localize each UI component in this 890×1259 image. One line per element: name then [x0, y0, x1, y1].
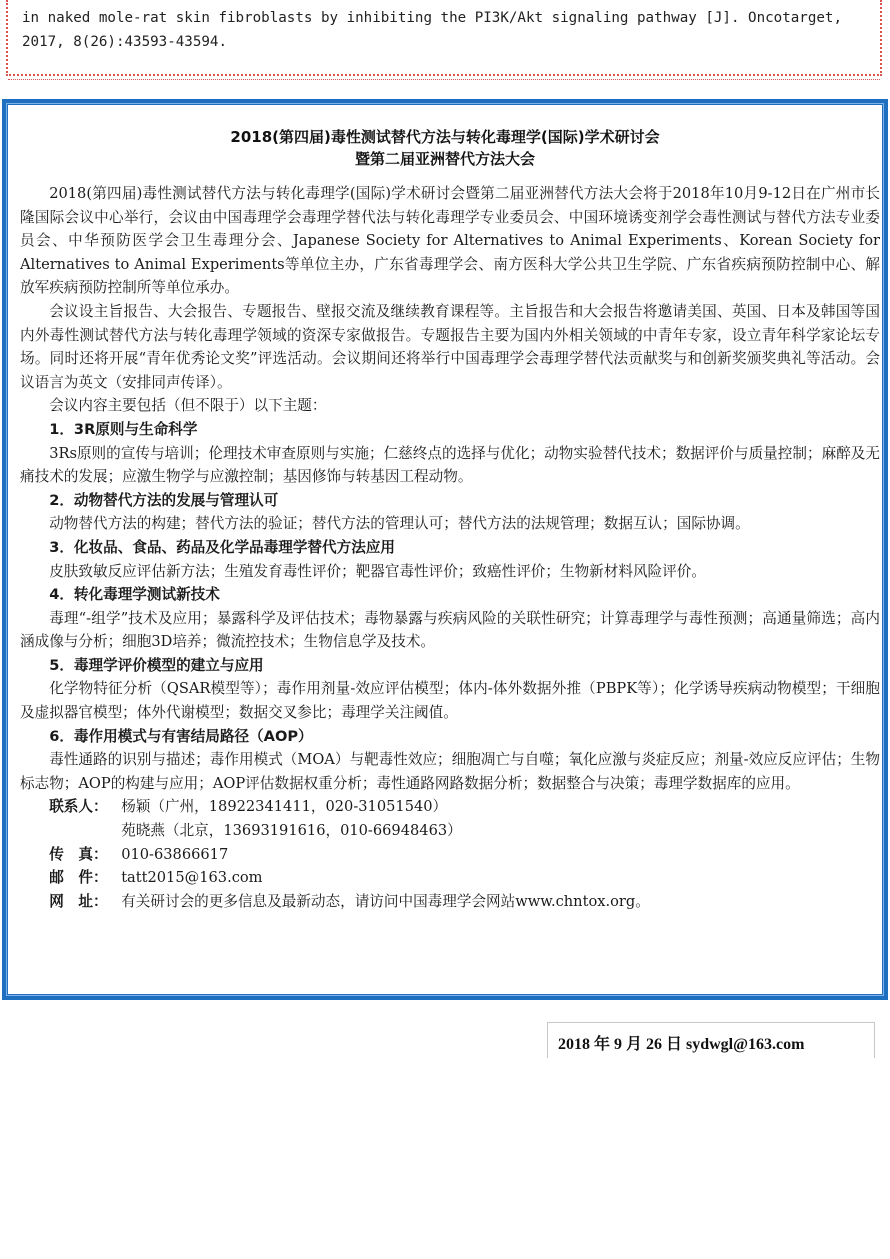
topic-title: 1．3R原则与生命科学 — [49, 420, 198, 438]
topic-title: 5．毒理学评价模型的建立与应用 — [49, 656, 264, 674]
topic-body: 毒理“-组学”技术及应用；暴露科学及评估技术；毒物暴露与疾病风险的关联性研究；计算毒理学与毒性预测；高通量筛选；高内涵成像与分析；细胞3D培养；微流控技术；生物信息学及技术。 — [20, 609, 880, 651]
topic-body: 毒性通路的识别与描述；毒作用模式（MOA）与靶毒性效应；细胞凋亡与自噬；氧化应激与炎症反应；剂量-效应反应评估；生物标志物；AOP的构建与应用；AOP评估数据权重分析；毒性通路网路数据分析；数据整合与决策；毒理学数据库的应用。 — [20, 751, 880, 792]
fax-label: 传 真： — [49, 845, 108, 863]
website-label: 网 址： — [49, 892, 108, 910]
fax-number: 010-63866617 — [121, 845, 229, 863]
contact-row — [20, 795, 880, 819]
website-row — [20, 890, 880, 914]
contact-person-2: 苑晓燕（北京，13693191616，010-66948463） — [121, 822, 462, 840]
topic-title: 2．动物替代方法的发展与管理认可 — [49, 491, 279, 509]
topic-body: 皮肤致敏反应评估新方法；生殖发育毒性评价；靶器官毒性评价；致癌性评价；生物新材料风险评价。 — [49, 562, 706, 580]
reference-text — [22, 6, 882, 54]
topic-title: 4．转化毒理学测试新技术 — [49, 586, 220, 604]
reference-line-2: 2017, 8(26):43593-43594. — [22, 34, 227, 50]
topic-body: 3Rs原则的宣传与培训；伦理技术审查原则与实施；仁慈终点的选择与优化；动物实验替代技术；数据评价与质量控制；麻醉及无痛技术的发展；应激生物学与应激控制；基因修饰与转基因工程动物。 — [20, 444, 880, 486]
topics-intro: 会议内容主要包括（但不限于）以下主题： — [49, 397, 327, 415]
contact-person-1: 杨颖（广州，18922341411，020-31051540） — [121, 798, 448, 816]
email-address: tatt2015@163.com — [121, 869, 263, 887]
topic-body: 化学物特征分析（QSAR模型等）；毒作用剂量-效应评估模型；体内-体外数据外推（PBPK等）；化学诱导疾病动物模型；干细胞及虚拟器官模型；体外代谢模型；数据交叉参比；毒理学关注阈值。 — [20, 680, 880, 722]
email-row — [20, 866, 880, 890]
topic-body: 动物替代方法的构建；替代方法的验证；替代方法的管理认可；替代方法的法规管理；数据互认；国际协调。 — [49, 515, 750, 533]
notice-title: 2018(第四届)毒性测试替代方法与转化毒理学(国际)学术研讨会 — [230, 128, 660, 146]
reports-paragraph: 会议设主旨报告、大会报告、专题报告、壁报交流及继续教育课程等。主旨报告和大会报告将邀请美国、英国、日本及韩国等国内外毒性测试替代方法与转化毒理学领域的资深专家做报告。专题报告主要为国内外相关领域的中青年专家，设立青年科学家论坛专场。同时还将开展“青年优秀论文奖”评选活动。会议期间还将举行中国毒理学会毒理学替代法贡献奖与和创新奖颁奖典礼等活动。会议语言为英文（安排同声传译）。 — [20, 302, 880, 391]
reference-line-1: in naked mole-rat skin fibroblasts by inhibiting the PI3K/Akt signaling pathway [J]. Oncotarget, — [22, 10, 842, 26]
notice-subtitle: 暨第二届亚洲替代方法大会 — [354, 150, 535, 168]
footer-date-box — [547, 1022, 875, 1058]
notice-body — [20, 182, 880, 913]
topic-title: 6．毒作用模式与有害结局路径（AOP） — [49, 727, 313, 745]
intro-paragraph: 2018(第四届)毒性测试替代方法与转化毒理学(国际)学术研讨会暨第二届亚洲替代方法大会将于2018年10月9-12日在广州市长隆国际会议中心举行，会议由中国毒理学会毒理学替代法与转化毒理学专业委员会、中国环境诱变剂学会毒性测试与替代方法专业委员会、中华预防医学会卫生毒理分会、Japanese Society for Alternatives to Animal Experiments、Korean Society for Alternatives to Animal Experiments等单位主办，广东省毒理学会、南方医科大学公共卫生学院、广东省疾病预防控制中心、解放军疾病预防控制所等单位承办。 — [20, 185, 880, 297]
fax-row — [20, 843, 880, 867]
footer-date-email: 2018 年 9 月 26 日 sydwgl@163.com — [558, 1036, 805, 1053]
reference-box — [6, 0, 882, 76]
conference-notice — [2, 99, 888, 1000]
email-label: 邮 件： — [49, 869, 108, 887]
contact-label: 联系人： — [49, 798, 108, 816]
topic-title: 3．化妆品、食品、药品及化学品毒理学替代方法应用 — [49, 538, 396, 556]
website-text: 有关研讨会的更多信息及最新动态，请访问中国毒理学会网站www.chntox.org。 — [121, 892, 650, 910]
